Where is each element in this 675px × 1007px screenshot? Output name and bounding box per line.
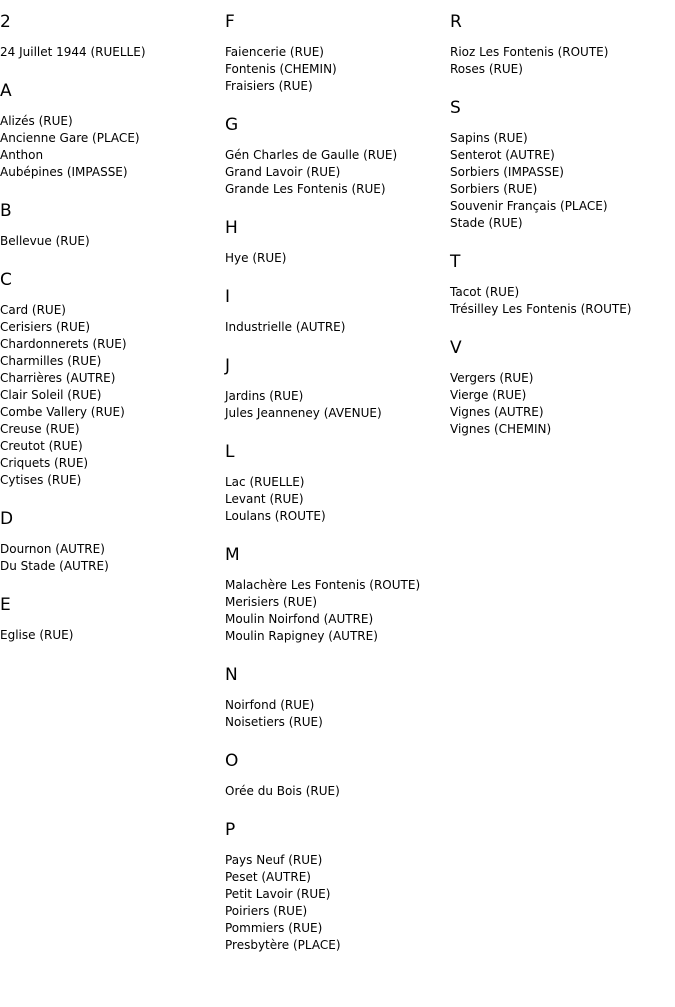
street-link[interactable]: Cerisiers (RUE) xyxy=(0,320,91,334)
street-index-column-3 xyxy=(450,12,675,458)
street-link[interactable]: Vierge (RUE) xyxy=(450,388,527,402)
street-link[interactable]: Noisetiers (RUE) xyxy=(225,715,323,729)
street-link[interactable]: Gén Charles de Gaulle (RUE) xyxy=(225,148,398,162)
letter-group xyxy=(450,12,675,78)
street-link[interactable]: Dournon (AUTRE) xyxy=(0,542,105,556)
street-link[interactable]: Trésilley Les Fontenis (ROUTE) xyxy=(450,302,632,316)
street-list xyxy=(225,783,450,800)
street-link[interactable]: Jules Jeanneney (AVENUE) xyxy=(225,406,382,420)
street-link[interactable]: Loulans (ROUTE) xyxy=(225,509,326,523)
street-link[interactable]: Charmilles (RUE) xyxy=(0,354,102,368)
letter-heading: I xyxy=(225,287,231,307)
street-link[interactable]: Criquets (RUE) xyxy=(0,456,89,470)
street-link[interactable]: Orée du Bois (RUE) xyxy=(225,784,340,798)
letter-heading: H xyxy=(225,218,238,238)
letter-group xyxy=(0,509,225,575)
letter-heading: P xyxy=(225,820,236,840)
street-list xyxy=(225,250,450,267)
street-link[interactable]: Stade (RUE) xyxy=(450,216,523,230)
letter-heading: C xyxy=(0,270,12,290)
street-link[interactable]: Eglise (RUE) xyxy=(0,628,74,642)
letter-heading: L xyxy=(225,442,235,462)
street-index-column-2 xyxy=(225,12,450,974)
letter-group xyxy=(225,442,450,525)
street-link[interactable]: Anthon xyxy=(0,148,44,162)
letter-heading: R xyxy=(450,12,462,32)
street-list xyxy=(0,541,225,575)
street-link[interactable]: Pays Neuf (RUE) xyxy=(225,853,323,867)
letter-group xyxy=(450,338,675,438)
street-list xyxy=(450,44,675,78)
street-link[interactable]: Cytises (RUE) xyxy=(0,473,82,487)
street-link[interactable]: Peset (AUTRE) xyxy=(225,870,311,884)
letter-group xyxy=(225,665,450,731)
letter-group xyxy=(450,252,675,318)
street-link[interactable]: Fraisiers (RUE) xyxy=(225,79,313,93)
street-link[interactable]: Faiencerie (RUE) xyxy=(225,45,324,59)
street-link[interactable]: Petit Lavoir (RUE) xyxy=(225,887,331,901)
street-list xyxy=(225,319,450,336)
letter-heading: B xyxy=(0,201,12,221)
letter-heading: M xyxy=(225,545,240,565)
street-list xyxy=(0,44,225,61)
street-index-column-1 xyxy=(0,12,225,664)
street-link[interactable]: Alizés (RUE) xyxy=(0,114,73,128)
letter-group xyxy=(225,545,450,645)
letter-group xyxy=(450,98,675,232)
letter-group xyxy=(0,270,225,489)
letter-group xyxy=(225,751,450,800)
letter-group xyxy=(225,115,450,198)
street-link[interactable]: Fontenis (CHEMIN) xyxy=(225,62,337,76)
letter-heading: E xyxy=(0,595,11,615)
street-link[interactable]: Tacot (RUE) xyxy=(450,285,520,299)
street-list xyxy=(450,370,675,438)
street-list xyxy=(225,147,450,198)
letter-group xyxy=(225,12,450,95)
street-link[interactable]: Industrielle (AUTRE) xyxy=(225,320,346,334)
street-link[interactable]: Combe Vallery (RUE) xyxy=(0,405,125,419)
letter-heading: D xyxy=(0,509,14,529)
letter-heading: T xyxy=(450,252,461,272)
street-link[interactable]: Senterot (AUTRE) xyxy=(450,148,555,162)
letter-heading: S xyxy=(450,98,461,118)
street-list xyxy=(0,302,225,489)
street-link[interactable]: Creuse (RUE) xyxy=(0,422,80,436)
street-list xyxy=(450,284,675,318)
street-link[interactable]: Levant (RUE) xyxy=(225,492,304,506)
street-link[interactable]: Rioz Les Fontenis (ROUTE) xyxy=(450,45,609,59)
street-link[interactable]: Creutot (RUE) xyxy=(0,439,83,453)
letter-heading: 2 xyxy=(0,12,11,32)
letter-heading: G xyxy=(225,115,239,135)
street-link[interactable]: Ancienne Gare (PLACE) xyxy=(0,131,140,145)
street-link[interactable]: Bellevue (RUE) xyxy=(0,234,90,248)
street-link[interactable]: Souvenir Français (PLACE) xyxy=(450,199,608,213)
street-link[interactable]: Sorbiers (IMPASSE) xyxy=(450,165,564,179)
letter-group xyxy=(225,218,450,267)
street-link[interactable]: Poiriers (RUE) xyxy=(225,904,308,918)
street-list xyxy=(225,852,450,954)
letter-group xyxy=(0,12,225,61)
letter-heading: A xyxy=(0,81,12,101)
street-list xyxy=(225,474,450,525)
street-list xyxy=(225,577,450,645)
street-link[interactable]: Clair Soleil (RUE) xyxy=(0,388,102,402)
street-link[interactable]: Merisiers (RUE) xyxy=(225,595,318,609)
letter-heading: F xyxy=(225,12,235,32)
letter-heading: O xyxy=(225,751,239,771)
street-link[interactable]: Vergers (RUE) xyxy=(450,371,534,385)
street-list xyxy=(225,44,450,95)
street-link[interactable]: Sorbiers (RUE) xyxy=(450,182,538,196)
street-link[interactable]: Vignes (AUTRE) xyxy=(450,405,544,419)
street-link[interactable]: Sapins (RUE) xyxy=(450,131,528,145)
street-list xyxy=(0,627,225,644)
street-link[interactable]: Aubépines (IMPASSE) xyxy=(0,165,128,179)
letter-group xyxy=(0,81,225,181)
street-link[interactable]: Malachère Les Fontenis (ROUTE) xyxy=(225,578,421,592)
letter-heading: J xyxy=(225,356,231,376)
street-list xyxy=(450,130,675,232)
street-list xyxy=(225,388,450,422)
letter-heading: V xyxy=(450,338,462,358)
letter-group xyxy=(225,820,450,954)
street-link[interactable]: Charrières (AUTRE) xyxy=(0,371,116,385)
street-link[interactable]: Du Stade (AUTRE) xyxy=(0,559,109,573)
street-link[interactable]: Noirfond (RUE) xyxy=(225,698,315,712)
street-link[interactable]: Roses (RUE) xyxy=(450,62,523,76)
street-link[interactable]: Presbytère (PLACE) xyxy=(225,938,341,952)
letter-group xyxy=(225,287,450,336)
street-link[interactable]: Moulin Noirfond (AUTRE) xyxy=(225,612,374,626)
street-link[interactable]: Vignes (CHEMIN) xyxy=(450,422,552,436)
letter-group xyxy=(225,356,450,422)
letter-group xyxy=(0,595,225,644)
street-link[interactable]: Jardins (RUE) xyxy=(225,389,304,403)
street-link[interactable]: Pommiers (RUE) xyxy=(225,921,323,935)
street-link[interactable]: 24 Juillet 1944 (RUELLE) xyxy=(0,45,146,59)
street-link[interactable]: Grand Lavoir (RUE) xyxy=(225,165,341,179)
street-link[interactable]: Chardonnerets (RUE) xyxy=(0,337,127,351)
street-link[interactable]: Moulin Rapigney (AUTRE) xyxy=(225,629,378,643)
street-link[interactable]: Card (RUE) xyxy=(0,303,66,317)
letter-group xyxy=(0,201,225,250)
letter-heading: N xyxy=(225,665,238,685)
street-link[interactable]: Hye (RUE) xyxy=(225,251,287,265)
street-link[interactable]: Grande Les Fontenis (RUE) xyxy=(225,182,386,196)
street-link[interactable]: Lac (RUELLE) xyxy=(225,475,305,489)
street-list xyxy=(0,113,225,181)
street-list xyxy=(225,697,450,731)
street-list xyxy=(0,233,225,250)
